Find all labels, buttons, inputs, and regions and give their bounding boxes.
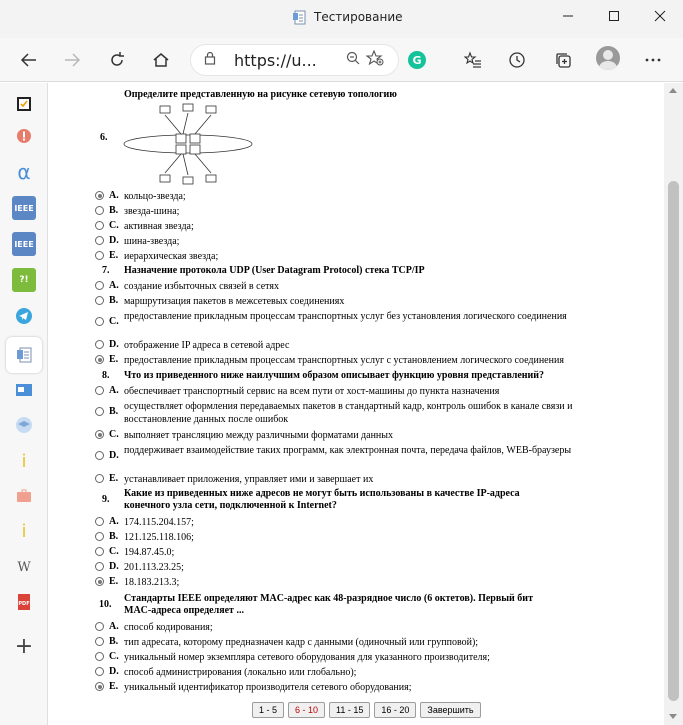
- window-title: Тестирование: [314, 10, 403, 24]
- radio-button[interactable]: [95, 667, 104, 676]
- question-number: 8.: [102, 370, 110, 381]
- answer-option[interactable]: B. осуществляет оформления передаваемых пакетов в стандартный кадр, контроль ошибок в канале связи и восстановление данных после ошибок: [95, 400, 625, 426]
- radio-button[interactable]: [95, 547, 104, 556]
- address-bar[interactable]: [190, 44, 399, 76]
- translate-icon[interactable]: [12, 378, 36, 402]
- answer-option[interactable]: A. создание избыточных связей в сетях: [95, 280, 279, 293]
- question-number: 7.: [102, 265, 110, 276]
- settings-menu-button[interactable]: [639, 46, 667, 74]
- vertical-scrollbar[interactable]: [664, 83, 683, 725]
- more-dots-icon: [644, 51, 662, 69]
- test-page-icon[interactable]: [12, 343, 36, 367]
- close-icon: [654, 10, 666, 22]
- telegram-icon[interactable]: [12, 304, 36, 328]
- radio-button[interactable]: [95, 517, 104, 526]
- radio-button[interactable]: [95, 251, 104, 260]
- history-icon: [508, 51, 526, 69]
- scroll-up-arrow-icon[interactable]: [669, 88, 677, 93]
- radio-button[interactable]: [95, 532, 104, 541]
- page-favicon-icon: [292, 9, 308, 25]
- refresh-icon: [108, 51, 126, 69]
- radio-button[interactable]: [95, 386, 104, 395]
- maximize-icon: [608, 10, 620, 22]
- radio-button[interactable]: [95, 221, 104, 230]
- alpha-icon[interactable]: α: [17, 160, 31, 184]
- maximize-button[interactable]: [591, 0, 637, 32]
- scroll-down-arrow-icon[interactable]: [669, 714, 677, 719]
- radio-button[interactable]: [95, 577, 104, 586]
- question-number: 6.: [100, 132, 108, 143]
- answer-option[interactable]: D. способ администрирования (локально или глобально);: [95, 666, 356, 679]
- profile-avatar[interactable]: [596, 46, 620, 70]
- briefcase-icon[interactable]: [12, 484, 36, 508]
- radio-button[interactable]: [95, 296, 104, 305]
- radio-button[interactable]: [95, 355, 104, 364]
- question-text: Стандарты IEEE определяют MAC-адрес как 48-разрядное число (6 октетов). Первый бит MAC-адреса определяет ...: [124, 593, 533, 616]
- question-number: 10.: [99, 599, 112, 610]
- radio-button[interactable]: [95, 191, 104, 200]
- back-arrow-icon: [20, 51, 38, 69]
- info-icon[interactable]: i: [21, 450, 27, 472]
- grammarly-icon: [407, 50, 427, 70]
- page-button-6-10[interactable]: 6 - 10: [288, 702, 325, 718]
- page-button-1-5[interactable]: 1 - 5: [252, 702, 284, 718]
- radio-button[interactable]: [95, 451, 104, 460]
- answer-option[interactable]: C. выполняет трансляцию между различными форматами данных: [95, 429, 393, 442]
- close-button[interactable]: [637, 0, 683, 32]
- answer-option[interactable]: D. шина-звезда;: [95, 235, 179, 248]
- question-text: Что из приведенного ниже наилучшим образом описывает функцию уровня представлений?: [124, 370, 545, 381]
- pdf-icon[interactable]: [12, 590, 36, 614]
- ieee-icon[interactable]: IEEE: [12, 196, 36, 220]
- radio-button[interactable]: [95, 236, 104, 245]
- minimize-icon: [562, 10, 574, 22]
- home-button[interactable]: [147, 46, 175, 74]
- forward-arrow-icon: [63, 51, 81, 69]
- history-button[interactable]: [503, 46, 531, 74]
- answer-option[interactable]: D. поддерживает взаимодействие таких программ, как электронная почта, передача файлов, WEB-браузеры: [95, 444, 595, 461]
- browser-sidebar: [0, 83, 48, 725]
- radio-button[interactable]: [95, 281, 104, 290]
- title-bar: [0, 0, 683, 38]
- answer-option[interactable]: C. активная звезда;: [95, 220, 194, 233]
- answer-option[interactable]: C. предоставление прикладным процессам транспортных услуг без установления логического соединения: [95, 310, 610, 327]
- question-text: Какие из приведенных ниже адресов не могут быть использованы в качестве IP-адреса конечного узла сети, подключенной к Internet?: [124, 488, 520, 511]
- add-icon[interactable]: +: [14, 633, 34, 659]
- question-text: Определите представленную на рисунке сетевую топологию: [124, 89, 397, 100]
- network-topology-figure: [123, 103, 253, 185]
- answer-option[interactable]: E. устанавливает приложения, управляет ими и завершает их: [95, 473, 373, 486]
- url-text[interactable]: https://u...: [234, 50, 317, 70]
- page-button-11-15[interactable]: 11 - 15: [329, 702, 370, 718]
- question-text: Назначение протокола UDP (User Datagram Protocol) стека TCP/IP: [124, 265, 425, 276]
- browser-toolbar: [0, 38, 683, 82]
- ieee-icon[interactable]: IEEE: [12, 232, 36, 256]
- radio-button[interactable]: [95, 652, 104, 661]
- quiz-icon[interactable]: ?!: [12, 268, 36, 292]
- lock-icon: [204, 51, 220, 69]
- svg-text:PDF: PDF: [18, 601, 30, 607]
- collections-icon: [554, 51, 572, 69]
- zoom-out-icon[interactable]: [346, 51, 366, 69]
- radio-button[interactable]: [95, 407, 104, 416]
- wikipedia-icon[interactable]: W: [17, 559, 31, 575]
- answer-option[interactable]: A. обеспечивает транспортный сервис на всем пути от хост-машины до пункта назначения: [95, 385, 499, 398]
- answer-option[interactable]: E. предоставление прикладным процессам транспортных услуг с установлением логического соединения: [95, 354, 564, 367]
- answer-option[interactable]: C. 194.87.45.0;: [95, 546, 174, 559]
- radio-button[interactable]: [95, 317, 104, 326]
- answer-option[interactable]: B. маршрутизация пакетов в межсетевых соединениях: [95, 295, 344, 308]
- answer-option[interactable]: D. 201.113.23.25;: [95, 561, 184, 574]
- radio-button[interactable]: [95, 430, 104, 439]
- alert-icon[interactable]: [12, 124, 36, 148]
- back-button[interactable]: [15, 46, 43, 74]
- radio-button[interactable]: [95, 562, 104, 571]
- forward-button[interactable]: [58, 46, 86, 74]
- grammarly-extension-button[interactable]: [403, 46, 431, 74]
- add-favorite-icon[interactable]: [366, 50, 388, 70]
- education-icon[interactable]: [12, 413, 36, 437]
- window-title-area: [292, 9, 403, 25]
- minimize-button[interactable]: [545, 0, 591, 32]
- radio-button[interactable]: [95, 622, 104, 631]
- answer-option[interactable]: E. иерархическая звезда;: [95, 250, 218, 263]
- radio-button[interactable]: [95, 682, 104, 691]
- collections-icon[interactable]: [12, 92, 36, 116]
- info-icon[interactable]: i: [21, 520, 27, 542]
- test-content: [49, 83, 664, 725]
- answer-option[interactable]: B. тип адресата, которому предназначен кадр с данными (одиночный или групповой);: [95, 636, 478, 649]
- collections-button[interactable]: [549, 46, 577, 74]
- answer-option[interactable]: B. звезда-шина;: [95, 205, 179, 218]
- answer-option[interactable]: C. уникальный номер экземпляра сетевого оборудования для указанного производителя;: [95, 651, 490, 664]
- radio-button[interactable]: [95, 340, 104, 349]
- answer-option[interactable]: A. способ кодирования;: [95, 621, 213, 634]
- radio-button[interactable]: [95, 206, 104, 215]
- radio-button[interactable]: [95, 637, 104, 646]
- answer-option[interactable]: E. уникальный идентификатор производителя сетевого оборудования;: [95, 681, 412, 694]
- page-navigation: [252, 702, 481, 718]
- page-button-16-20[interactable]: 16 - 20: [374, 702, 416, 718]
- favorites-list-icon: [464, 51, 482, 69]
- refresh-button[interactable]: [103, 46, 131, 74]
- answer-option[interactable]: A. 174.115.204.157;: [95, 516, 194, 529]
- favorites-button[interactable]: [459, 46, 487, 74]
- home-icon: [152, 51, 170, 69]
- answer-option[interactable]: E. 18.183.213.3;: [95, 576, 179, 589]
- question-number: 9.: [102, 494, 110, 505]
- answer-option[interactable]: D. отображение IP адреса в сетевой адрес: [95, 339, 289, 352]
- scrollbar-thumb[interactable]: [668, 181, 679, 701]
- finish-button[interactable]: Завершить: [420, 702, 480, 718]
- answer-option[interactable]: A. кольцо-звезда;: [95, 190, 186, 203]
- radio-button[interactable]: [95, 474, 104, 483]
- svg-text:G: G: [412, 54, 422, 67]
- answer-option[interactable]: B. 121.125.118.106;: [95, 531, 194, 544]
